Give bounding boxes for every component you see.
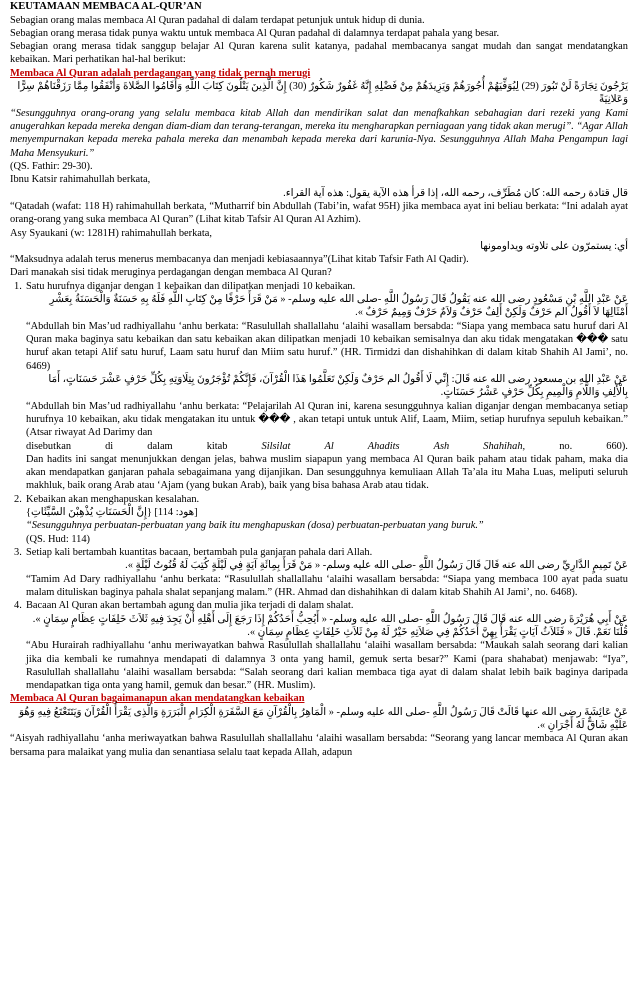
ibnu-katsir-arabic: قال قتادة رحمه الله: كان مُطَرِّف، رحمه الله، إذا قرأ هذه الآية يقول: هذه آية القراء. [283,187,628,199]
syaukani-intro: Asy Syaukani (w: 1281H) rahimahullah berkata, [10,227,212,239]
list-item-2 [10,493,628,546]
list-number: 1. [14,280,22,292]
hadith-1-translation: “Abdullah bin Mas’ud radhiyallahu ‘anhu berkata: “Rasulullah shallallahu ‘alaihi wasallam bersabda: “Siapa yang membaca satu huruf dari Al Quran maka baginya satu kebaikan dan satu kebaikan akan dilipatkan menjadi 10 kebaikan semisalnya dan aku tidak mengatakan ��� satu huruf akan tetapi Alif satu huruf, Laam satu huruf dan Miim satu huruf.” (HR. Tirmidzi dan dishahihkan di dalam kitab Shahih Al Jami’, no. 6469) [26,320,628,372]
hadith-2-translation: “Abdullah bin Mas’ud radhiyallahu ‘anhu berkata: “Pelajarilah Al Quran ini, karena sesungguhnya kalian diganjar dengan membacanya setiap hurufnya 10 kebaikan, aku tidak mengatakan itu untuk ��� , akan tetapi untuk untuk Alif, Laam, Miim, setiap hurufnya sepuluh kebaikan.” (Atsar riwayat Ad Darimy dan [26,400,628,439]
list-item-1-title: Satu hurufnya diganjar dengan 1 kebaikan dan dilipatkan menjadi 10 kebaikan. [26,280,356,292]
list-item-3 [10,546,628,599]
list-item-4-title: Bacaan Al Quran akan bertambah agung dan mulia jika terjadi di dalam shalat. [26,600,354,612]
hadith-4-translation: “Abu Hurairah radhiyallahu ‘anhu meriwayatkan bahwa Rasulullah shallallahu ‘alaihi wasallam bersabda: “Maukah salah seorang dari kalian jika dia kembali ke rumahnya mendapati di dalamnya 3 onta yang hamil, gemuk serta besar?” Kami (para shahabat) menjawab: “Iya”, Rasulullah shallallahu ‘alaihi wasallam bersabda: “Salah seorang dari kalian membaca tiga ayat di dalam shalat lebih baik baginya daripada mendapatkan tiga onta yang hamil, gemuk dan besar.” (HR. Muslim). [26,640,628,692]
hadith-3-translation: “Tamim Ad Dary radhiyallahu ‘anhu berkata: “Rasulullah shallallahu ‘alaihi wasallam bersabda: “Siapa yang membaca 100 ayat pada suatu malam dituliskan baginya pahala shalat sepanjang malam.” (HR. Ahmad dan dishahihkan di dalam kitab Shahih Al Jami’, no. 6468). [26,573,628,598]
list-number: 2. [14,493,22,505]
fathir-reference: (QS. Fathir: 29-30). [10,160,93,172]
hadith-4-arabic: عَنْ أَبِي هُرَيْرَةَ رضى الله عنه قَالَ قَالَ رَسُولُ اللَّهِ -صلى الله عليه وسلم- « أَيُحِبُّ أَحَدُكُمْ إِذَا رَجَعَ إِلَى أَهْلِهِ أَنْ يَجِدَ فِيهِ ثَلاَثَ خَلِفَاتٍ عِظَامٍ سِمَانٍ ». قُلْنَا نَعَمْ. قَالَ « فَثَلاَثُ آيَاتٍ يَقْرَأُ بِهِنَّ أَحَدُكُمْ فِي صَلاَتِهِ خَيْرٌ لَهُ مِنْ ثَلاَثِ خَلِفَاتٍ عِظَامٍ سِمَانٍ ». [32,613,628,638]
list-number: 3. [14,547,22,559]
list-item-2-title: Kebaikan akan menghapuskan kesalahan. [26,493,200,505]
hud-reference: (QS. Hud: 114) [26,533,90,545]
list-item-4 [10,599,628,692]
hadith-aisyah-translation: “Aisyah radhiyallahu ‘anha meriwayatkan bahwa Rasulullah shallallahu ‘alaihi wasallam bersabda: “Seorang yang lancar membaca Al Quran akan bersama para malaikat yang mulia dan senantiasa selalu taat kepada Allah, adapun [10,733,628,758]
ibnu-katsir-intro: Ibnu Katsir rahimahullah berkata, [10,174,151,186]
question-text: Dari manakah sisi tidak meruginya perdagangan dengan membaca Al Quran? [10,267,332,279]
list-item-1 [10,280,628,493]
hadith-3-arabic: عَنْ تَمِيمٍ الدَّارِيِّ رضى الله عنه قَالَ قَالَ رَسُولُ اللَّهِ -صلى الله عليه وسلم- « مَنْ قَرَأَ بِمِائَةِ آيَةٍ فِي لَيْلَةٍ كُتِبَ لَهُ قُنُوتُ لَيْلَةٍ ». [125,560,628,572]
intro-paragraph-3: Sebagian orang merasa tidak sanggup belajar Al Quran karena sulit katanya, padahal membacanya sangat mudah dan sangat mendatangkan kebaikan. Mari perhatikan hal-hal berikut: [10,41,628,66]
fathir-translation: “Sesungguhnya orang-orang yang selalu membaca kitab Allah dan mendirikan salat dan menafkahkan sebahagian dari rezeki yang Kami anugerahkan kepada mereka dengan diam-diam dan terang-terangan, mereka itu mengharapkan perniagaan yang tidak akan merugi”. “Agar Allah menyempurnakan kepada mereka pahala mereka dan menambah kepada mereka dari karunia-Nya. Sesungguhnya Allah Maha Pengampun lagi Maha Mensyukuri.” [10,107,628,159]
hud-translation: “Sesungguhnya perbuatan-perbuatan yang baik itu menghapuskan (dosa) perbuatan-perbuatan yang buruk.” [26,520,484,532]
section-heading-kebaikan: Membaca Al Quran bagaimanapun akan mendatangkan kebaikan [10,693,305,705]
intro-paragraph-2: Sebagian orang merasa tidak punya waktu untuk membaca Al Quran padahal di dalamnya terdapat pahala yang besar. [10,27,500,39]
section-heading-perdagangan: Membaca Al Quran adalah perdagangan yang tidak pernah merugi [10,67,311,79]
hadith-2-reference: disebutkan di dalam kitab Silsilat Al Ahadits Ash Shahihah, no. 660). [26,440,628,452]
quran-verse-hud: {إِنَّ الْحَسَنَاتِ يُذْهِبْنَ السَّيِّئَاتِ} [هود: 114] [26,507,198,519]
qatadah-translation: “Qatadah (wafat: 118 H) rahimahullah berkata, “Mutharrif bin Abdullah (Tabi’in, wafat 95H) jika membaca ayat ini beliau berkata: “Ini adalah ayat orang-orang yang suka membaca Al Quran” (Lihat kitab Tafsir Al Quran Al Azhim). [10,200,628,226]
maksudnya-translation: “Maksudnya adalah terus menerus membacanya dan menjadi kebiasaannya”(Lihat kitab Tafsir Fath Al Qadir). [10,254,469,266]
hadith-aisyah-arabic: عَنْ عَائِشَةَ رضى الله عنها قَالَتْ قَالَ رَسُولُ اللَّهِ -صلى الله عليه وسلم- « الْمَاهِرُ بِالْقُرْآنِ مَعَ السَّفَرَةِ الْكِرَامِ الْبَرَرَةِ وَالَّذِى يَقْرَأُ الْقُرْآنَ وَيَتَتَعْتَعُ فِيهِ وَهُوَ عَلَيْهِ شَاقٌّ لَهُ أَجْرَانِ ». [18,706,628,732]
syaukani-arabic: أي: يستمرّون على تلاوته ويداومونها [480,240,628,252]
hadith-2-arabic: عَنْ عَبْدِ اللهِ بن مسعود رضى الله عنه قَالَ: إِنِّي لَا أَقُولُ الم حَرْفٌ وَلَكِنْ تَعَلَّمُوا هَذَا الْقُرْآنَ، فَإِنَّكُمْ تُؤْجَرُونَ بِتِلَاوَتِهِ بِكُلِّ حَرْفٍ عَشْرَ حَسَنَاتٍ، أَمَا بِالْأَلِفِ وَاللَّامِ وَالْمِيمِ بِكُلِّ حَرْفٍ عَشْرُ حَسَنَاتٍ. [48,373,628,399]
intro-paragraph-1: Sebagian orang malas membaca Al Quran padahal di dalam terdapat petunjuk untuk hidup di dunia. [10,14,425,26]
quran-verse-fathir: يَرْجُونَ تِجَارَةً لَنْ تَبُورَ (29) لِيُوَفِّيَهُمْ أُجُورَهُمْ وَيَزِيدَهُمْ مِنْ فَضْلِهِ إِنَّهُ غَفُورٌ شَكُورٌ (30) إِنَّ الَّذِينَ يَتْلُونَ كِتَابَ اللَّهِ وَأَقَامُوا الصَّلاةَ وَأَنْفَقُوا مِمَّا رَزَقْنَاهُمْ سِرًّا وَعَلانِيَةً [17,81,628,106]
document-title: KEUTAMAAN MEMBACA AL-QUR’AN [10,1,202,12]
list-item-3-title: Setiap kali bertambah kuantitas bacaan, bertambah pula ganjaran pahala dari Allah. [26,547,373,559]
list-number: 4. [14,600,22,612]
item-1-conclusion: Dan hadits ini sangat menunjukkan dengan jelas, bahwa muslim siapapun yang membaca Al Quran baik paham atau tidak paham, maka dia akan mendapatkan ganjaran pahala sebagaimana yang dijanjikan. Dan sesungguhnya kemuliaan Allah Ta’ala itu Maha Luas, meliputi seluruh makhluk, baik orang Arab atau ‘Ajam (yang bukan Arab), baik yang bisa bahasa Arab atau tidak. [26,453,628,492]
hadith-1-arabic: عَنْ عَبْدِ اللَّهِ بْنِ مَسْعُودٍ رضى الله عنه يَقُولُ قَالَ رَسُولُ اللَّهِ -صلى الله عليه وسلم- « مَنْ قَرَأَ حَرْفًا مِنْ كِتَابِ اللَّهِ فَلَهُ بِهِ حَسَنَةٌ وَالْحَسَنَةُ بِعَشْرِ أَمْثَالِهَا لاَ أَقُولُ الم حَرْفٌ وَلَكِنْ أَلِفٌ حَرْفٌ وَلاَمٌ حَرْفٌ وَمِيمٌ حَرْفٌ ». [49,294,628,319]
